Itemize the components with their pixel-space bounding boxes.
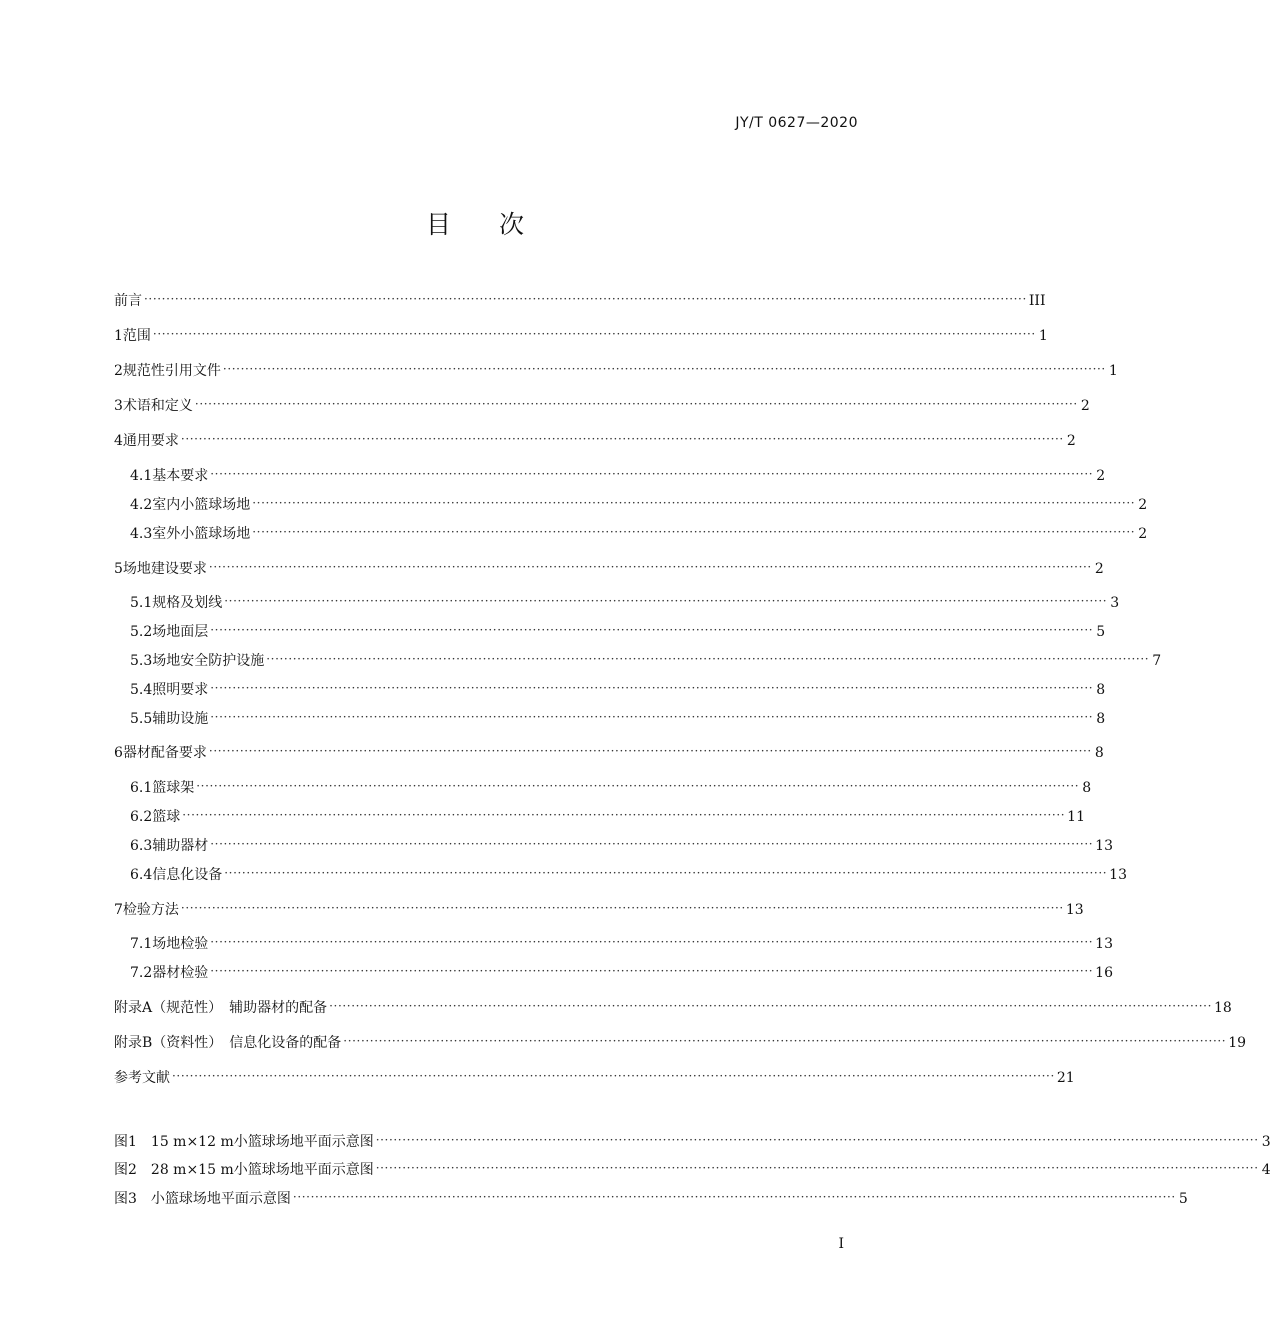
toc-label: 室外小篮球场地 [152,526,251,542]
leader-dots: ········································································································································································································ [329,999,1213,1013]
toc-entry[interactable] [114,392,1090,416]
toc-entry[interactable] [114,774,1092,798]
toc-number: 6.3 [130,838,153,854]
toc-number: 4.1 [130,468,153,484]
toc-entry[interactable] [114,959,1113,983]
figure-entry[interactable] [114,1185,1188,1209]
toc-page-number: 1 [1108,363,1118,379]
leader-dots: ········································································································································································································ [210,935,1094,949]
toc-entry[interactable] [114,647,1162,671]
toc-number: 2 [114,363,123,379]
toc-label: 范围 [122,328,151,344]
toc-entry[interactable] [114,1064,1075,1088]
toc-page-number: 8 [1082,780,1092,796]
figure-label: 图3 小篮球场地平面示意图 [114,1191,291,1207]
toc-entry[interactable] [114,676,1106,700]
leader-dots: ········································································································································································································ [210,467,1094,481]
toc-label: 附录B（资料性） 信息化设备的配备 [114,1035,342,1051]
toc-page-number: 2 [1096,468,1106,484]
toc-label: 篮球架 [152,780,195,796]
toc-number: 7.2 [130,965,153,981]
toc-entry[interactable] [114,705,1106,729]
leader-dots: ········································································································································································································ [222,362,1106,376]
toc-number: 6.2 [130,809,153,825]
toc-number: 5.1 [130,595,153,611]
toc-page-number: 8 [1096,682,1106,698]
toc-number: 5.4 [130,682,153,698]
toc-entry[interactable] [114,1029,1247,1053]
figure-entry[interactable] [114,1128,1271,1152]
toc-label: 场地建设要求 [122,561,207,577]
toc-entry[interactable] [114,322,1048,346]
toc-entry[interactable] [114,462,1106,486]
leader-dots: ········································································································································································································ [210,710,1094,724]
leader-dots: ········································································································································································································ [194,397,1078,411]
page-number: I [838,1236,844,1252]
toc-label: 参考文献 [114,1070,170,1086]
toc-entry[interactable] [114,520,1148,544]
leader-dots: ········································································································································································································ [343,1034,1227,1048]
toc-page-number: 7 [1152,653,1162,669]
toc-label: 规格及划线 [152,595,223,611]
leader-dots: ········································································································································································································ [210,964,1094,978]
toc-page-number: 13 [1065,902,1084,918]
figure-entry[interactable] [114,1156,1271,1180]
toc-entry[interactable] [114,357,1118,381]
leader-dots: ········································································································································································································ [208,744,1092,758]
leader-dots: ········································································································································································································ [375,1133,1259,1147]
toc-label: 篮球 [152,809,181,825]
toc-page-number: III [1028,293,1046,309]
toc-entry[interactable] [114,739,1104,763]
toc-label: 室内小篮球场地 [152,497,251,513]
toc-label: 检验方法 [122,902,179,918]
toc-label: 基本要求 [152,468,209,484]
toc-page-number: 2 [1066,433,1076,449]
toc-entry[interactable] [114,589,1120,613]
toc-entry[interactable] [114,832,1113,856]
leader-dots: ········································································································································································································ [375,1161,1259,1175]
leader-dots: ········································································································································································································ [210,623,1094,637]
leader-dots: ········································································································································································································ [144,292,1027,306]
leader-dots: ········································································································································································································ [172,1069,1055,1083]
toc-entry[interactable] [114,491,1148,515]
toc-label: 通用要求 [122,433,179,449]
toc-label: 场地面层 [152,624,209,640]
figure-page-number: 4 [1261,1162,1271,1178]
leader-dots: ········································································································································································································ [224,866,1108,880]
toc-label: 器材检验 [152,965,209,981]
leader-dots: ········································································································································································································ [266,652,1150,666]
leader-dots: ········································································································································································································ [210,681,1094,695]
toc-entry[interactable] [114,861,1127,885]
toc-label: 附录A（规范性） 辅助器材的配备 [114,1000,328,1016]
toc-page-number: 2 [1094,561,1104,577]
toc-page-number: 21 [1056,1070,1075,1086]
toc-page-number: 5 [1096,624,1106,640]
toc-page-number: 3 [1110,595,1120,611]
standard-code: JY/T 0627—2020 [735,115,858,131]
page-title: 目次 [425,210,572,239]
toc-page-number: 8 [1096,711,1106,727]
leader-dots: ········································································································································································································ [292,1190,1176,1204]
leader-dots: ········································································································································································································ [210,837,1094,851]
toc-page-number: 2 [1138,497,1148,513]
toc-page-number: 19 [1228,1035,1247,1051]
toc-label: 照明要求 [152,682,209,698]
leader-dots: ········································································································································································································ [180,901,1064,915]
toc-label: 器材配备要求 [122,745,207,761]
toc-entry[interactable] [114,555,1104,579]
toc-label: 术语和定义 [122,398,193,414]
toc-number: 6 [114,745,123,761]
figure-page-number: 3 [1261,1134,1271,1150]
toc-number: 5 [114,561,123,577]
toc-number: 5.3 [130,653,153,669]
figure-page-number: 5 [1178,1191,1188,1207]
toc-number: 6.1 [130,780,153,796]
toc-page-number: 13 [1095,838,1113,854]
leader-dots: ········································································································································································································ [182,808,1066,822]
toc-label: 辅助设施 [152,711,209,727]
leader-dots: ········································································································································································································ [208,560,1092,574]
leader-dots: ········································································································································································································ [252,496,1136,510]
toc-label: 场地安全防护设施 [152,653,265,669]
figure-label: 图2 28 m×15 m小篮球场地平面示意图 [114,1162,374,1178]
toc-entry[interactable] [114,896,1084,920]
toc-number: 4 [114,433,123,449]
leader-dots: ········································································································································································································ [224,594,1108,608]
toc-number: 1 [114,328,123,344]
toc-number: 4.3 [130,526,153,542]
toc-page-number: 11 [1067,809,1085,825]
toc-page-number: 13 [1109,867,1127,883]
toc-label: 信息化设备 [152,867,223,883]
toc-entry[interactable] [114,994,1232,1018]
toc-entry[interactable] [114,930,1113,954]
toc-page-number: 18 [1214,1000,1232,1016]
leader-dots: ········································································································································································································ [196,779,1080,793]
toc-page-number: 8 [1094,745,1104,761]
leader-dots: ········································································································································································································ [152,327,1036,341]
toc-label: 规范性引用文件 [122,363,221,379]
toc-number: 5.2 [130,624,153,640]
toc-entry[interactable] [114,287,1046,311]
toc-page-number: 16 [1095,965,1113,981]
toc-entry[interactable] [114,427,1076,451]
toc-number: 5.5 [130,711,153,727]
toc-entry[interactable] [114,618,1106,642]
toc-page-number: 2 [1138,526,1148,542]
toc-number: 7.1 [130,936,153,952]
toc-page-number: 13 [1095,936,1113,952]
toc-number: 3 [114,398,123,414]
toc-page-number: 1 [1038,328,1048,344]
toc-label: 前言 [114,293,142,309]
leader-dots: ········································································································································································································ [180,432,1064,446]
toc-label: 场地检验 [152,936,209,952]
toc-number: 7 [114,902,123,918]
figure-label: 图1 15 m×12 m小篮球场地平面示意图 [114,1134,374,1150]
toc-page-number: 2 [1080,398,1090,414]
toc-entry[interactable] [114,803,1085,827]
leader-dots: ········································································································································································································ [252,525,1136,539]
toc-number: 4.2 [130,497,153,513]
toc-number: 6.4 [130,867,153,883]
toc-label: 辅助器材 [152,838,209,854]
